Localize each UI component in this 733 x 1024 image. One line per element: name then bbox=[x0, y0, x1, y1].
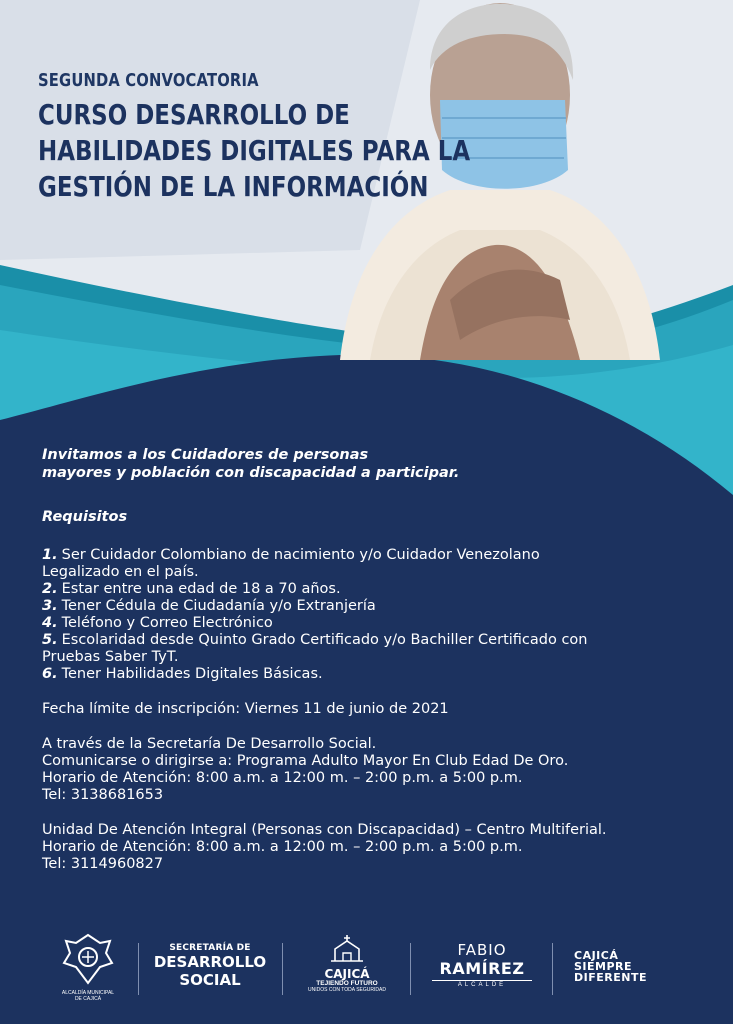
cajica-siempre-diferente-logo bbox=[574, 950, 684, 983]
title-line-3: GESTIÓN DE LA INFORMACIÓN bbox=[38, 170, 429, 203]
cajica-text: CAJICÁ bbox=[324, 967, 370, 981]
requirement-item bbox=[42, 581, 722, 598]
slogan-line-3: DIFERENTE bbox=[574, 971, 647, 984]
kicker-text: SEGUNDA CONVOCATORIA bbox=[38, 70, 259, 91]
body-content bbox=[42, 446, 722, 873]
church-icon bbox=[327, 933, 367, 963]
requirement-text-cont: Legalizado en el país. bbox=[42, 564, 199, 580]
requirement-number: 1. bbox=[42, 547, 58, 563]
contact-1-line-3: Horario de Atención: 8:00 a.m. a 12:00 m. – 2:00 p.m. a 5:00 p.m. bbox=[42, 770, 523, 786]
contact-2-line-1: Unidad De Atención Integral (Personas con Discapacidad) – Centro Multiferial. bbox=[42, 822, 607, 838]
coat-of-arms-icon bbox=[60, 933, 116, 985]
footer-divider bbox=[410, 943, 411, 995]
requirement-text: Ser Cuidador Colombiano de nacimiento y/o Cuidador Venezolano bbox=[61, 547, 540, 563]
requirement-number: 3. bbox=[42, 598, 58, 614]
alcalde-text: ALCALDE bbox=[432, 980, 532, 988]
requirement-item bbox=[42, 547, 722, 581]
fabio-ramirez-logo bbox=[432, 941, 532, 988]
requirement-item bbox=[42, 598, 722, 615]
secretaria-big-text-2: SOCIAL bbox=[179, 971, 241, 989]
unidos-text: UNIDOS CON TODA SEGURIDAD bbox=[308, 987, 386, 993]
contact-1-line-2: Comunicarse o dirigirse a: Programa Adulto Mayor En Club Edad De Oro. bbox=[42, 753, 569, 769]
requirement-text: Teléfono y Correo Electrónico bbox=[61, 615, 273, 631]
secretaria-small-text: SECRETARÍA DE bbox=[169, 943, 251, 953]
requirements-list bbox=[42, 547, 722, 683]
contact-2-phone: Tel: 3114960827 bbox=[42, 856, 164, 872]
alcaldia-line-2: DE CAJICÁ bbox=[74, 996, 102, 1002]
footer-divider bbox=[552, 943, 553, 995]
ramirez-text: RAMÍREZ bbox=[439, 959, 525, 978]
secretaria-big-text-1: DESARROLLO bbox=[153, 953, 267, 971]
requirement-item bbox=[42, 615, 722, 632]
invitation-line-2: mayores y población con discapacidad a participar. bbox=[42, 465, 460, 481]
footer-divider bbox=[282, 943, 283, 995]
footer-logos bbox=[0, 925, 733, 1024]
requirement-item bbox=[42, 666, 722, 683]
slogan-line-1: CAJICÁ bbox=[574, 949, 619, 962]
title-line-2: HABILIDADES DIGITALES PARA LA bbox=[38, 134, 471, 167]
requirement-text-cont: Pruebas Saber TyT. bbox=[42, 649, 179, 665]
requirement-text: Escolaridad desde Quinto Grado Certificado y/o Bachiller Certificado con bbox=[61, 632, 588, 648]
tejiendo-text: TEJIENDO FUTURO bbox=[316, 980, 378, 987]
invitation-text bbox=[42, 446, 722, 482]
title-line-1: CURSO DESARROLLO DE bbox=[38, 98, 350, 131]
secretaria-logo bbox=[152, 943, 268, 989]
invitation-line-1: Invitamos a los Cuidadores de personas bbox=[42, 447, 369, 463]
header-block bbox=[38, 70, 565, 205]
requirement-number: 6. bbox=[42, 666, 58, 682]
requirement-text: Tener Habilidades Digitales Básicas. bbox=[61, 666, 323, 682]
page-title bbox=[38, 97, 470, 205]
alcaldia-line-1: ALCALDÍA MUNICIPAL bbox=[61, 990, 115, 996]
requirement-number: 2. bbox=[42, 581, 58, 597]
contact-1-line-1: A través de la Secretaría De Desarrollo Social. bbox=[42, 736, 377, 752]
requirement-item bbox=[42, 632, 722, 666]
requirement-number: 4. bbox=[42, 615, 58, 631]
cajica-tejiendo-logo bbox=[300, 933, 394, 993]
contact-1-phone: Tel: 3138681653 bbox=[42, 787, 164, 803]
requirement-number: 5. bbox=[42, 632, 58, 648]
requirement-text: Estar entre una edad de 18 a 70 años. bbox=[61, 581, 341, 597]
contact-block-1 bbox=[42, 736, 722, 804]
slogan-line-2: SIEMPRE bbox=[574, 960, 633, 973]
requirement-text: Tener Cédula de Ciudadanía y/o Extranjería bbox=[61, 598, 376, 614]
fabio-text: FABIO bbox=[457, 941, 507, 959]
deadline-text: Fecha límite de inscripción: Viernes 11 de junio de 2021 bbox=[42, 701, 449, 717]
requirements-title: Requisitos bbox=[42, 509, 128, 525]
contact-block-2 bbox=[42, 822, 722, 873]
alcaldia-logo bbox=[52, 933, 124, 1002]
contact-2-line-2: Horario de Atención: 8:00 a.m. a 12:00 m. – 2:00 p.m. a 5:00 p.m. bbox=[42, 839, 523, 855]
footer-divider bbox=[138, 943, 139, 995]
